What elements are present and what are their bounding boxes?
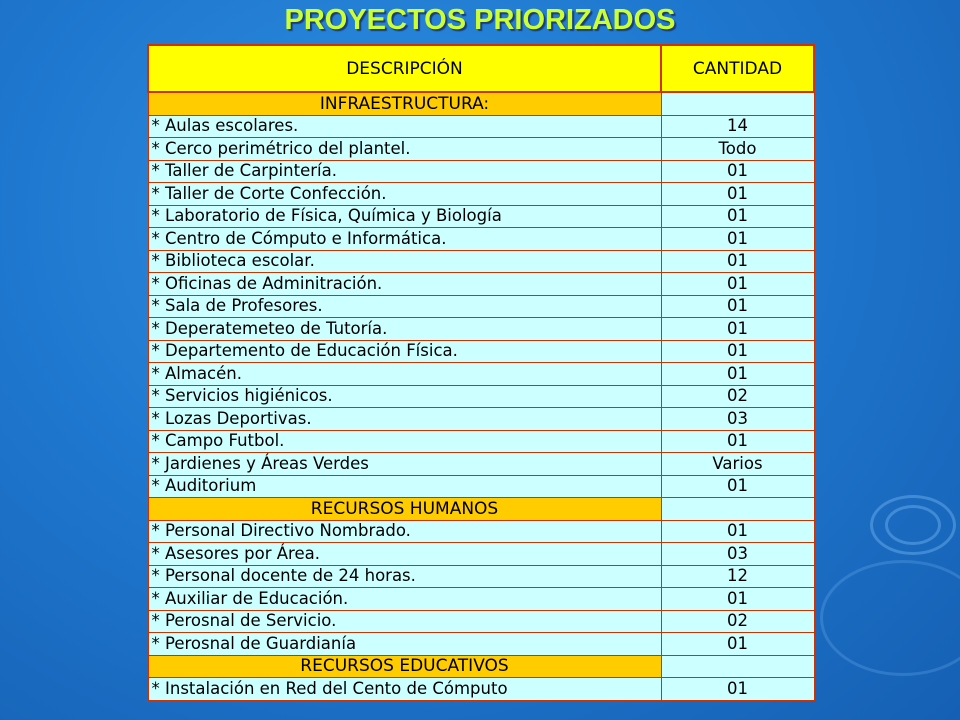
- table-row: [148, 565, 814, 588]
- table-row: [148, 588, 814, 611]
- table-row: [148, 430, 814, 453]
- table-body: [148, 45, 814, 700]
- row-description: * Taller de Corte Confección.: [148, 183, 661, 206]
- row-description: * Departemento de Educación Física.: [148, 340, 661, 363]
- row-quantity: 01: [661, 273, 814, 296]
- table-row: [148, 408, 814, 431]
- table-header-row: [148, 45, 814, 92]
- row-description: * Perosnal de Servicio.: [148, 610, 661, 633]
- row-quantity: 01: [661, 588, 814, 611]
- table-row: [148, 363, 814, 386]
- row-quantity: 01: [661, 340, 814, 363]
- row-description: * Perosnal de Guardianía: [148, 633, 661, 656]
- page-title: PROYECTOS PRIORIZADOS: [284, 4, 676, 36]
- section-header-row: [148, 498, 814, 521]
- row-quantity: 01: [661, 250, 814, 273]
- row-description: * Personal Directivo Nombrado.: [148, 520, 661, 543]
- row-description: * Cerco perimétrico del plantel.: [148, 138, 661, 161]
- row-description: * Taller de Carpintería.: [148, 160, 661, 183]
- table-row: [148, 453, 814, 476]
- row-description: * Lozas Deportivas.: [148, 408, 661, 431]
- table-row: [148, 138, 814, 161]
- section-label: RECURSOS EDUCATIVOS: [148, 655, 661, 678]
- row-description: * Sala de Profesores.: [148, 295, 661, 318]
- section-quantity-empty: [661, 92, 814, 115]
- row-quantity: 03: [661, 543, 814, 566]
- row-description: * Laboratorio de Física, Química y Biología: [148, 205, 661, 228]
- row-quantity: 02: [661, 385, 814, 408]
- section-header-row: [148, 655, 814, 678]
- quantity-header: CANTIDAD: [661, 45, 814, 92]
- table-row: [148, 295, 814, 318]
- table-row: [148, 340, 814, 363]
- table-row: [148, 543, 814, 566]
- row-quantity: 01: [661, 205, 814, 228]
- table-row: [148, 633, 814, 656]
- row-quantity: 01: [661, 363, 814, 386]
- row-description: * Aulas escolares.: [148, 115, 661, 138]
- row-quantity: 01: [661, 318, 814, 341]
- row-quantity: 12: [661, 565, 814, 588]
- row-quantity: 01: [661, 228, 814, 251]
- table-row: [148, 475, 814, 498]
- background-ripple: [820, 560, 960, 676]
- row-description: * Auxiliar de Educación.: [148, 588, 661, 611]
- row-description: * Centro de Cómputo e Informática.: [148, 228, 661, 251]
- section-quantity-empty: [661, 498, 814, 521]
- row-quantity: 01: [661, 160, 814, 183]
- row-description: * Jardienes y Áreas Verdes: [148, 453, 661, 476]
- row-quantity: 01: [661, 183, 814, 206]
- row-quantity: Todo: [661, 138, 814, 161]
- row-quantity: 14: [661, 115, 814, 138]
- table-row: [148, 115, 814, 138]
- table-row: [148, 385, 814, 408]
- row-description: * Almacén.: [148, 363, 661, 386]
- row-quantity: 01: [661, 678, 814, 701]
- priority-projects-table: [147, 44, 815, 701]
- section-label: INFRAESTRUCTURA:: [148, 92, 661, 115]
- table-row: [148, 610, 814, 633]
- row-quantity: 01: [661, 295, 814, 318]
- table-row: [148, 318, 814, 341]
- row-description: * Auditorium: [148, 475, 661, 498]
- row-description: * Personal docente de 24 horas.: [148, 565, 661, 588]
- row-quantity: 01: [661, 475, 814, 498]
- row-quantity: 03: [661, 408, 814, 431]
- row-quantity: 01: [661, 520, 814, 543]
- background-ripple: [870, 495, 956, 555]
- row-quantity: 01: [661, 430, 814, 453]
- table-row: [148, 520, 814, 543]
- description-header: DESCRIPCIÓN: [148, 45, 661, 92]
- row-description: * Campo Futbol.: [148, 430, 661, 453]
- row-description: * Biblioteca escolar.: [148, 250, 661, 273]
- table-row: [148, 183, 814, 206]
- row-description: * Asesores por Área.: [148, 543, 661, 566]
- row-quantity: 02: [661, 610, 814, 633]
- row-description: * Instalación en Red del Cento de Cómputo: [148, 678, 661, 701]
- table-row: [148, 678, 814, 701]
- row-quantity: Varios: [661, 453, 814, 476]
- row-description: * Deperatemeteo de Tutoría.: [148, 318, 661, 341]
- row-quantity: 01: [661, 633, 814, 656]
- section-quantity-empty: [661, 655, 814, 678]
- table-row: [148, 205, 814, 228]
- table-row: [148, 250, 814, 273]
- row-description: * Oficinas de Adminitración.: [148, 273, 661, 296]
- section-header-row: [148, 92, 814, 115]
- row-description: * Servicios higiénicos.: [148, 385, 661, 408]
- table-row: [148, 273, 814, 296]
- table-row: [148, 160, 814, 183]
- table-row: [148, 228, 814, 251]
- section-label: RECURSOS HUMANOS: [148, 498, 661, 521]
